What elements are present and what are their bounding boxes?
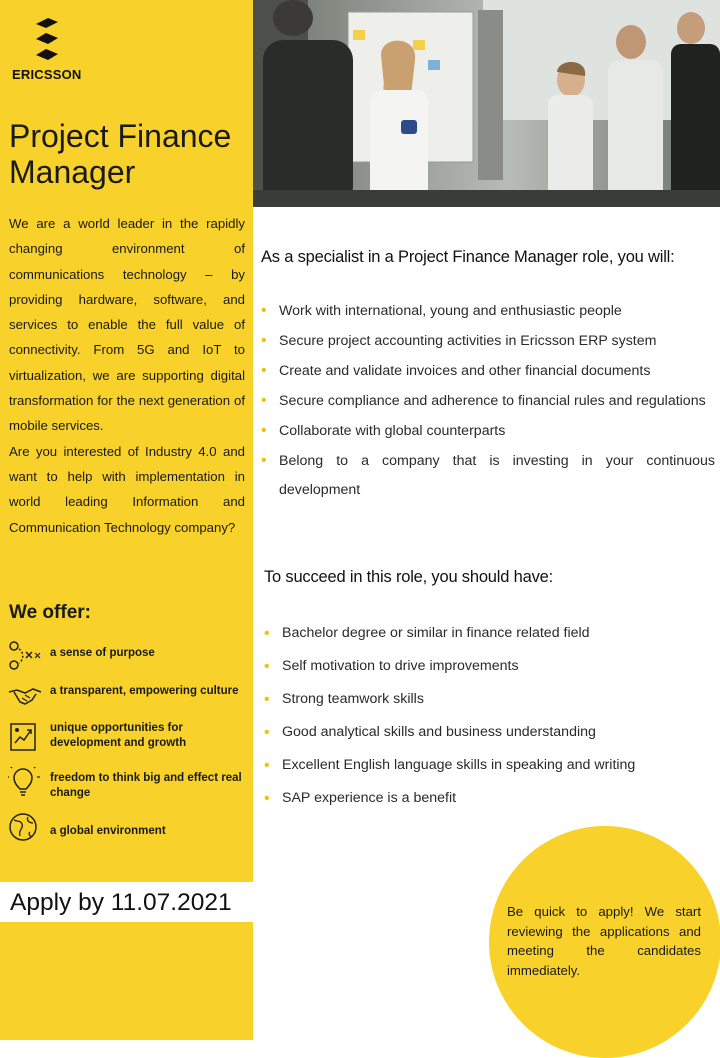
responsibilities-heading: As a specialist in a Project Finance Manager role, you will: — [261, 248, 675, 266]
responsibilities-list — [261, 297, 715, 506]
offer-item-label: unique opportunities for development and growth — [50, 722, 187, 749]
offer-item-label: a sense of purpose — [50, 647, 155, 659]
target-icon — [8, 640, 42, 672]
page-title: Project Finance Manager — [9, 118, 232, 190]
list-item: • Bachelor degree or similar in finance related field — [264, 617, 704, 650]
list-item: • Create and validate invoices and other financial documents — [261, 357, 715, 386]
company-name: ERICSSON — [12, 67, 82, 82]
ericsson-logo-icon — [32, 18, 62, 62]
growth-chart-icon — [8, 721, 42, 753]
globe-icon — [8, 812, 42, 844]
requirements-heading: To succeed in this role, you should have: — [264, 568, 553, 586]
intro-paragraph: Are you interested of Industry 4.0 and want to help with implementation in world leading Information and Communication Technology company? — [9, 443, 245, 535]
offer-heading: We offer: — [9, 602, 91, 623]
list-item: • Secure compliance and adherence to financial rules and regulations — [261, 387, 715, 416]
offer-item-label: freedom to think big and effect real change — [50, 772, 242, 799]
list-item: • Good analytical skills and business understanding — [264, 716, 704, 749]
list-item: • Strong teamwork skills — [264, 683, 704, 716]
offer-item-label: a global environment — [50, 825, 166, 837]
list-item: • Work with international, young and enthusiastic people — [261, 297, 715, 326]
team-photo — [253, 0, 720, 207]
list-item: • Secure project accounting activities in Ericsson ERP system — [261, 327, 715, 356]
list-item: • Excellent English language skills in speaking and writing — [264, 749, 704, 782]
offer-item-label: a transparent, empowering culture — [50, 685, 239, 697]
list-item: • SAP experience is a benefit — [264, 782, 704, 815]
intro-text — [9, 211, 245, 540]
intro-paragraph: We are a world leader in the rapidly changing environment of communications technology – by providing hardware, software, and services to enable the full value of connectivity. From 5G and IoT to virtualization, we are supporting digital transformation for the next generation of mobile services. — [9, 216, 245, 434]
list-item: • Belong to a company that is investing in your continuous development — [261, 447, 715, 504]
requirements-list — [264, 617, 704, 815]
list-item: • Self motivation to drive improvements — [264, 650, 704, 683]
list-item: • Collaborate with global counterparts — [261, 417, 715, 446]
lightbulb-icon — [8, 767, 42, 799]
handshake-icon — [8, 680, 42, 712]
apply-deadline: Apply by 11.07.2021 — [10, 889, 232, 916]
team-meeting-photo — [253, 0, 720, 207]
callout-text: Be quick to apply! We start reviewing the applications and meeting the candidates immediately. — [507, 904, 701, 978]
